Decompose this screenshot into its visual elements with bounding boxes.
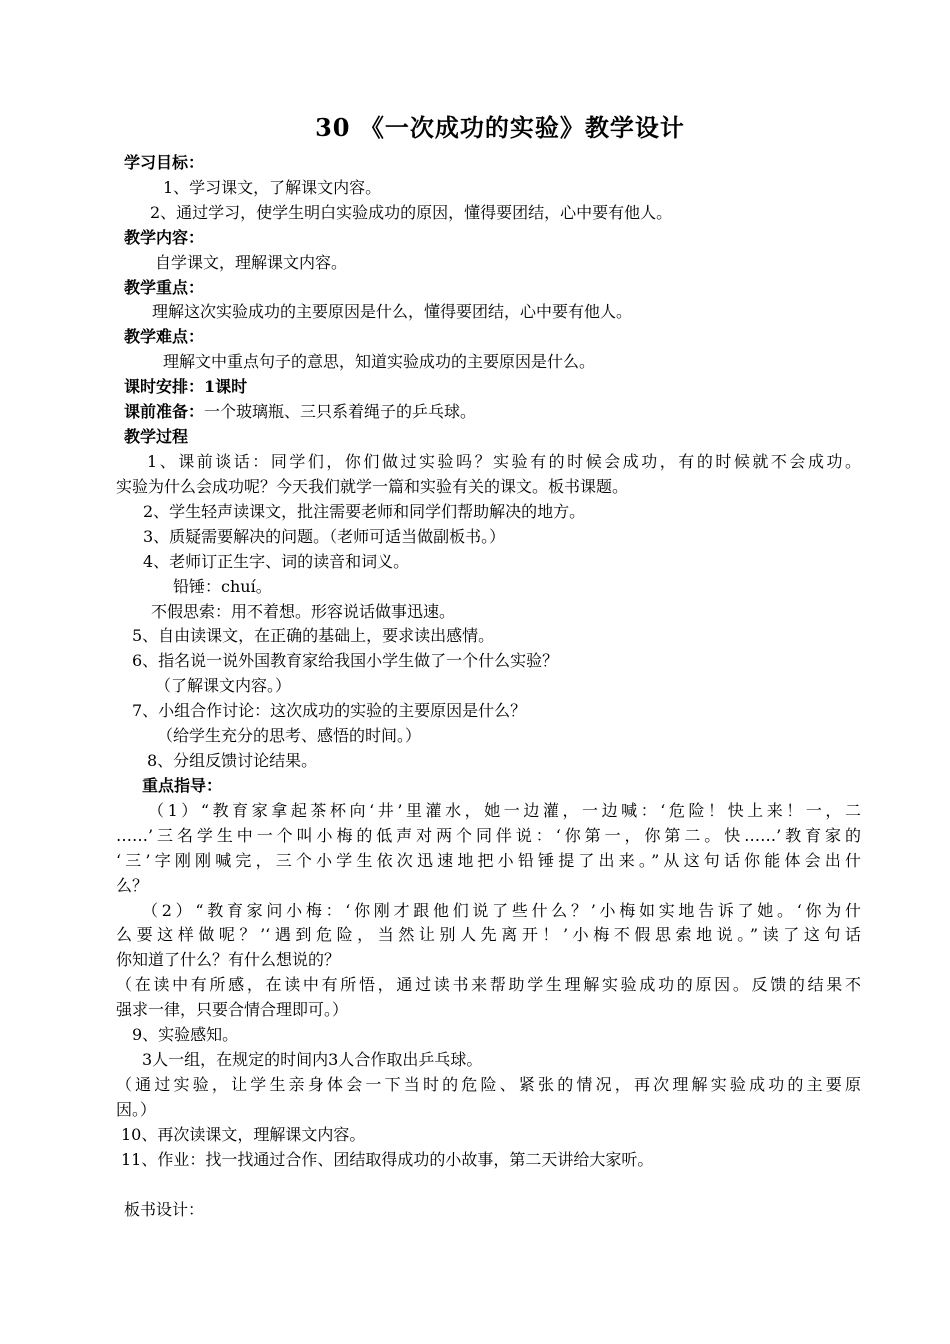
difficulty-text: 理解文中重点句子的意思，知道实验成功的主要原因是什么。 — [163, 352, 596, 371]
preparation-heading: 课前准备： — [124, 402, 205, 421]
preparation-text: 一个玻璃瓶、三只系着绳子的乒乓球。 — [204, 402, 477, 421]
guidance-line: ……’三名学生中一个叫小梅的低声对两个同伴说：‘你第一，你第二。快……’教育家的 — [116, 826, 861, 845]
content-text: 自学课文，理解课文内容。 — [155, 253, 348, 272]
process-step: 7、小组合作讨论：这次成功的实验的主要原因是什么？ — [132, 701, 527, 720]
guidance-line: 3人一组，在规定的时间内3人合作取出乒乓球。 — [142, 1050, 483, 1069]
process-step: 铅锤：chuí。 — [173, 577, 272, 596]
difficulty-heading: 教学难点： — [124, 327, 205, 346]
guidance-line: 9、实验感知。 — [132, 1025, 239, 1044]
schedule-value: 1课时 — [204, 377, 248, 396]
guidance-line: （通过实验，让学生亲身体会一下当时的危险、紧张的情况，再次理解实验成功的主要原 — [116, 1075, 861, 1094]
guidance-line: 强求一律，只要合情合理即可。） — [116, 1000, 349, 1019]
process-step: （给学生充分的思考、感悟的时间。） — [157, 726, 422, 745]
guidance-heading: 重点指导： — [142, 776, 223, 795]
board-design-heading: 板书设计： — [124, 1200, 205, 1219]
content-heading: 教学内容： — [124, 228, 205, 247]
guidance-line: 你知道了什么？有什么想说的？ — [116, 950, 341, 969]
page-title: 30 《一次成功的实验》教学设计 — [315, 113, 685, 142]
process-step: 2、学生轻声读课文，批注需要老师和同学们帮助解决的地方。 — [143, 502, 586, 521]
guidance-line: 10、再次读课文，理解课文内容。 — [121, 1125, 366, 1144]
process-step: 4、老师订正生字、词的读音和词义。 — [143, 552, 410, 571]
process-step: 不假思索：用不着想。形容说话做事迅速。 — [151, 602, 456, 621]
process-step: 6、指名说一说外国教育家给我国小学生做了一个什么实验？ — [132, 651, 559, 670]
process-step: 3、质疑需要解决的问题。（老师可适当做副板书。） — [143, 527, 506, 546]
process-step: 8、分组反馈讨论结果。 — [147, 751, 318, 770]
process-step: （了解课文内容。） — [155, 676, 292, 695]
process-heading: 教学过程 — [124, 427, 189, 446]
key-point-heading: 教学重点： — [124, 278, 205, 297]
guidance-line: （在读中有所感，在读中有所悟，通过读书来帮助学生理解实验成功的原因。反馈的结果不 — [116, 975, 861, 994]
process-step: 5、自由读课文，在正确的基础上，要求读出感情。 — [132, 626, 495, 645]
guidance-line: 么要这样做呢？’‘遇到危险，当然让别人先离开！’小梅不假思索地说。”读了这句话 — [116, 925, 861, 944]
guidance-line: 11、作业：找一找通过合作、团结取得成功的小故事，第二天讲给大家听。 — [121, 1150, 654, 1169]
objective-item: 1、学习课文，了解课文内容。 — [163, 178, 382, 197]
key-point-text: 理解这次实验成功的主要原因是什么，懂得要团结，心中要有他人。 — [152, 302, 633, 321]
schedule-line — [124, 375, 247, 399]
guidance-line: ‘三’字刚刚喊完，三个小学生依次迅速地把小铅锤提了出来。”从这句话你能体会出什 — [116, 851, 861, 870]
process-step: 实验为什么会成功呢？今天我们就学一篇和实验有关的课文。板书课题。 — [116, 477, 629, 496]
schedule-heading: 课时安排： — [124, 377, 205, 396]
preparation-line — [124, 400, 476, 424]
guidance-line: 么？ — [116, 876, 149, 895]
objective-item: 2、通过学习，使学生明白实验成功的原因，懂得要团结，心中要有他人。 — [150, 203, 673, 222]
guidance-line: 因。） — [116, 1100, 157, 1119]
guidance-line: （2）“教育家问小梅：‘你刚才跟他们说了些什么？’小梅如实地告诉了她。‘你为什 — [142, 901, 861, 920]
guidance-line: （1）“教育家拿起茶杯向‘井’里灌水，她一边灌，一边喊：‘危险！快上来！一，二 — [148, 801, 861, 820]
objectives-heading: 学习目标： — [124, 153, 205, 172]
process-step: 1、课前谈话：同学们，你们做过实验吗？实验有的时候会成功，有的时候就不会成功。 — [147, 452, 861, 471]
